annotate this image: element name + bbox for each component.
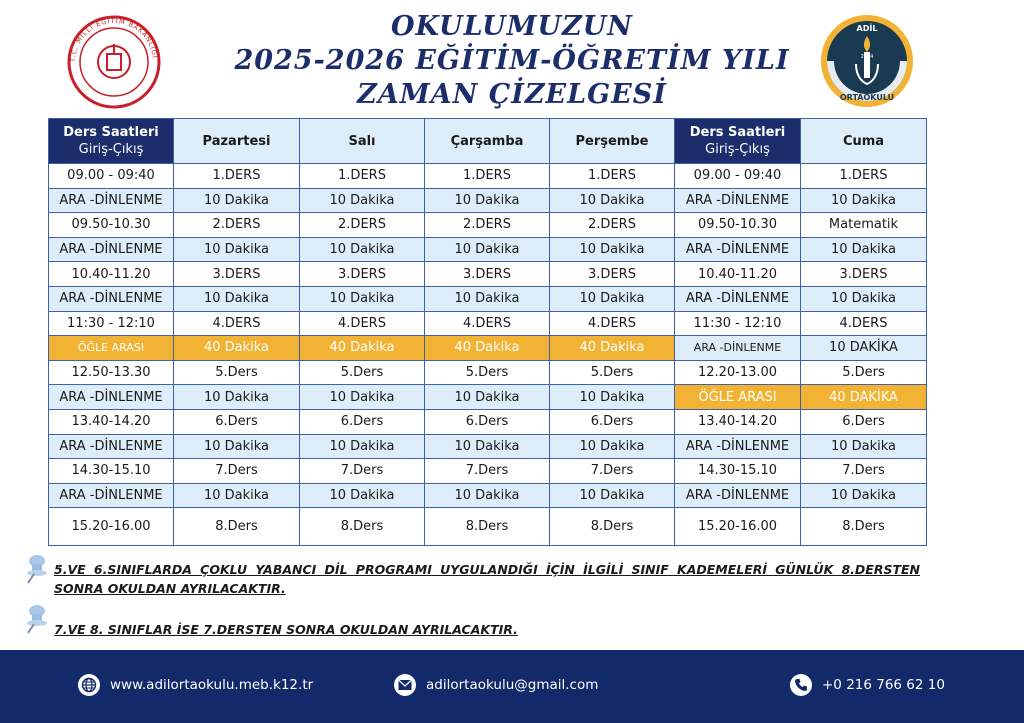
table-row — [49, 164, 927, 189]
table-cell: 8.Ders — [300, 508, 425, 546]
table-cell: 10 Dakika — [425, 286, 550, 311]
table-cell: 10 Dakika — [425, 188, 550, 213]
table-cell: 7.Ders — [550, 459, 675, 484]
logo-school-text: ORTAOKULU — [839, 93, 895, 102]
pushpin-icon — [24, 554, 48, 584]
table-cell: 10.40-11.20 — [49, 262, 174, 287]
table-cell: 6.Ders — [425, 409, 550, 434]
envelope-icon — [394, 674, 416, 696]
table-cell: 4.DERS — [801, 311, 927, 336]
table-cell: ARA -DİNLENME — [675, 237, 801, 262]
table-cell: ÖĞLE ARASI — [675, 385, 801, 410]
table-row — [49, 262, 927, 287]
table-cell: 13.40-14.20 — [49, 409, 174, 434]
table-cell: 2.DERS — [425, 213, 550, 238]
table-cell: ARA -DİNLENME — [675, 188, 801, 213]
school-torch-logo-icon — [820, 14, 914, 108]
table-cell: 6.Ders — [300, 409, 425, 434]
header-carsamba: Çarşamba — [425, 119, 550, 164]
table-row — [49, 409, 927, 434]
table-cell: 10 Dakika — [550, 237, 675, 262]
footer-email[interactable] — [394, 674, 598, 696]
title-line-2: 2025-2026 EĞİTİM-ÖĞRETİM YILI — [234, 45, 790, 76]
table-cell: 10 Dakika — [300, 483, 425, 508]
table-cell: ARA -DİNLENME — [675, 336, 801, 361]
table-cell: 09.50-10.30 — [49, 213, 174, 238]
table-cell: ARA -DİNLENME — [49, 188, 174, 213]
table-cell: 10 Dakika — [174, 237, 300, 262]
table-cell: 6.Ders — [801, 409, 927, 434]
table-cell: 11:30 - 12:10 — [675, 311, 801, 336]
logo-name-text: ADİL — [856, 24, 878, 33]
header-sali: Salı — [300, 119, 425, 164]
table-cell: 7.Ders — [300, 459, 425, 484]
table-cell: 10 Dakika — [300, 237, 425, 262]
globe-icon — [78, 674, 100, 696]
website-text: www.adilortaokulu.meb.k12.tr — [110, 677, 314, 693]
table-cell: 8.Ders — [174, 508, 300, 546]
header-cuma: Cuma — [801, 119, 927, 164]
seal-text: T.C. MİLLÎ EĞİTİM BAKANLIĞI — [68, 16, 159, 63]
table-cell: 10 Dakika — [174, 188, 300, 213]
table-cell: 8.Ders — [550, 508, 675, 546]
table-cell: 10.40-11.20 — [675, 262, 801, 287]
footer-phone[interactable] — [790, 674, 945, 696]
table-cell: 8.Ders — [425, 508, 550, 546]
table-cell: 40 Dakika — [300, 336, 425, 361]
table-cell: 10 Dakika — [174, 483, 300, 508]
table-cell: 09.00 - 09:40 — [49, 164, 174, 189]
title-line-3: ZAMAN ÇİZELGESİ — [357, 79, 667, 110]
header-persembe: Perşembe — [550, 119, 675, 164]
table-cell: 40 Dakika — [174, 336, 300, 361]
table-row — [49, 311, 927, 336]
table-cell: ARA -DİNLENME — [49, 483, 174, 508]
table-cell: 1.DERS — [300, 164, 425, 189]
table-cell: ARA -DİNLENME — [49, 237, 174, 262]
table-cell: 10 Dakika — [550, 286, 675, 311]
table-cell: 10 Dakika — [801, 286, 927, 311]
table-cell: 15.20-16.00 — [49, 508, 174, 546]
table-cell: 3.DERS — [801, 262, 927, 287]
table-cell: 10 Dakika — [174, 434, 300, 459]
table-cell: 10 Dakika — [300, 188, 425, 213]
table-cell: ÖĞLE ARASI — [49, 336, 174, 361]
table-cell: ARA -DİNLENME — [675, 483, 801, 508]
table-cell: 40 DAKİKA — [801, 385, 927, 410]
table-cell: 10 Dakika — [801, 237, 927, 262]
page-title — [200, 10, 824, 112]
pushpin-icon — [24, 604, 48, 634]
table-row — [49, 286, 927, 311]
table-cell: 4.DERS — [425, 311, 550, 336]
header-pazartesi: Pazartesi — [174, 119, 300, 164]
table-cell: 14.30-15.10 — [49, 459, 174, 484]
table-cell: Matematik — [801, 213, 927, 238]
table-cell: 7.Ders — [174, 459, 300, 484]
table-cell: 10 Dakika — [300, 286, 425, 311]
table-cell: 40 Dakika — [550, 336, 675, 361]
table-cell: 12.50-13.30 — [49, 360, 174, 385]
footer — [0, 650, 1024, 723]
table-cell: 4.DERS — [550, 311, 675, 336]
table-cell: 14.30-15.10 — [675, 459, 801, 484]
table-cell: ARA -DİNLENME — [49, 385, 174, 410]
table-row — [49, 213, 927, 238]
table-cell: 09.00 - 09:40 — [675, 164, 801, 189]
table-cell: 1.DERS — [801, 164, 927, 189]
table-cell: ARA -DİNLENME — [49, 286, 174, 311]
table-cell: 3.DERS — [425, 262, 550, 287]
phone-text: +0 216 766 62 10 — [822, 677, 945, 693]
table-cell: 10 Dakika — [801, 434, 927, 459]
table-cell: 6.Ders — [550, 409, 675, 434]
header-hours-a: Ders Saatleri Giriş-Çıkış — [49, 119, 174, 164]
table-cell: 1.DERS — [425, 164, 550, 189]
table-cell: 11:30 - 12:10 — [49, 311, 174, 336]
table-cell: 4.DERS — [300, 311, 425, 336]
table-cell: 2.DERS — [174, 213, 300, 238]
table-cell: 10 DAKİKA — [801, 336, 927, 361]
note-2: 7.VE 8. SINIFLAR İSE 7.DERSTEN SONRA OKULDAN AYRILACAKTIR. — [54, 622, 518, 637]
table-cell: 15.20-16.00 — [675, 508, 801, 546]
table-cell: 1.DERS — [550, 164, 675, 189]
table-row — [49, 483, 927, 508]
table-cell: 2.DERS — [300, 213, 425, 238]
email-text: adilortaokulu@gmail.com — [426, 677, 599, 693]
table-row — [49, 360, 927, 385]
table-cell: 2.DERS — [550, 213, 675, 238]
table-cell: 5.Ders — [174, 360, 300, 385]
table-cell: 10 Dakika — [550, 188, 675, 213]
table-cell: 10 Dakika — [550, 483, 675, 508]
schedule-table — [48, 118, 927, 546]
table-cell: 8.Ders — [801, 508, 927, 546]
table-cell: 5.Ders — [425, 360, 550, 385]
header-hours-b: Ders Saatleri Giriş-Çıkış — [675, 119, 801, 164]
table-cell: 7.Ders — [801, 459, 927, 484]
table-header-row — [49, 119, 927, 164]
table-cell: 10 Dakika — [425, 237, 550, 262]
table-cell: 10 Dakika — [425, 434, 550, 459]
table-cell: 40 Dakika — [425, 336, 550, 361]
table-row — [49, 508, 927, 546]
table-cell: 6.Ders — [174, 409, 300, 434]
table-cell: 10 Dakika — [425, 385, 550, 410]
table-cell: 13.40-14.20 — [675, 409, 801, 434]
table-cell: 10 Dakika — [801, 483, 927, 508]
table-cell: 4.DERS — [174, 311, 300, 336]
table-row — [49, 385, 927, 410]
title-line-1: OKULUMUZUN — [391, 11, 633, 42]
table-cell: ARA -DİNLENME — [675, 286, 801, 311]
table-row — [49, 188, 927, 213]
table-cell: 5.Ders — [801, 360, 927, 385]
table-cell: 3.DERS — [300, 262, 425, 287]
table-cell: 12.20-13.00 — [675, 360, 801, 385]
table-row — [49, 336, 927, 361]
table-cell: 1.DERS — [174, 164, 300, 189]
table-cell: 10 Dakika — [425, 483, 550, 508]
table-cell: 5.Ders — [300, 360, 425, 385]
table-cell: 10 Dakika — [801, 188, 927, 213]
table-cell: ARA -DİNLENME — [675, 434, 801, 459]
table-cell: 10 Dakika — [300, 385, 425, 410]
table-row — [49, 237, 927, 262]
table-cell: 10 Dakika — [300, 434, 425, 459]
note-1: 5.VE 6.SINIFLARDA ÇOKLU YABANCI DİL PROGRAMI UYGULANDIĞI İÇİN İLGİLİ SINIF KADEMELERİ GÜNLÜK 8.DERSTEN SONRA OKULDAN AYRILACAKTIR. — [54, 562, 920, 596]
table-cell: 7.Ders — [425, 459, 550, 484]
table-cell: 10 Dakika — [550, 434, 675, 459]
logo-year-text: 2024 — [860, 54, 874, 60]
phone-icon — [790, 674, 812, 696]
meb-seal-icon — [66, 14, 162, 110]
table-cell: 3.DERS — [550, 262, 675, 287]
table-cell: 3.DERS — [174, 262, 300, 287]
table-cell: 10 Dakika — [550, 385, 675, 410]
footer-website[interactable] — [78, 674, 313, 696]
table-cell: ARA -DİNLENME — [49, 434, 174, 459]
table-cell: 10 Dakika — [174, 385, 300, 410]
table-cell: 5.Ders — [550, 360, 675, 385]
table-row — [49, 459, 927, 484]
table-cell: 09.50-10.30 — [675, 213, 801, 238]
table-row — [49, 434, 927, 459]
table-cell: 10 Dakika — [174, 286, 300, 311]
